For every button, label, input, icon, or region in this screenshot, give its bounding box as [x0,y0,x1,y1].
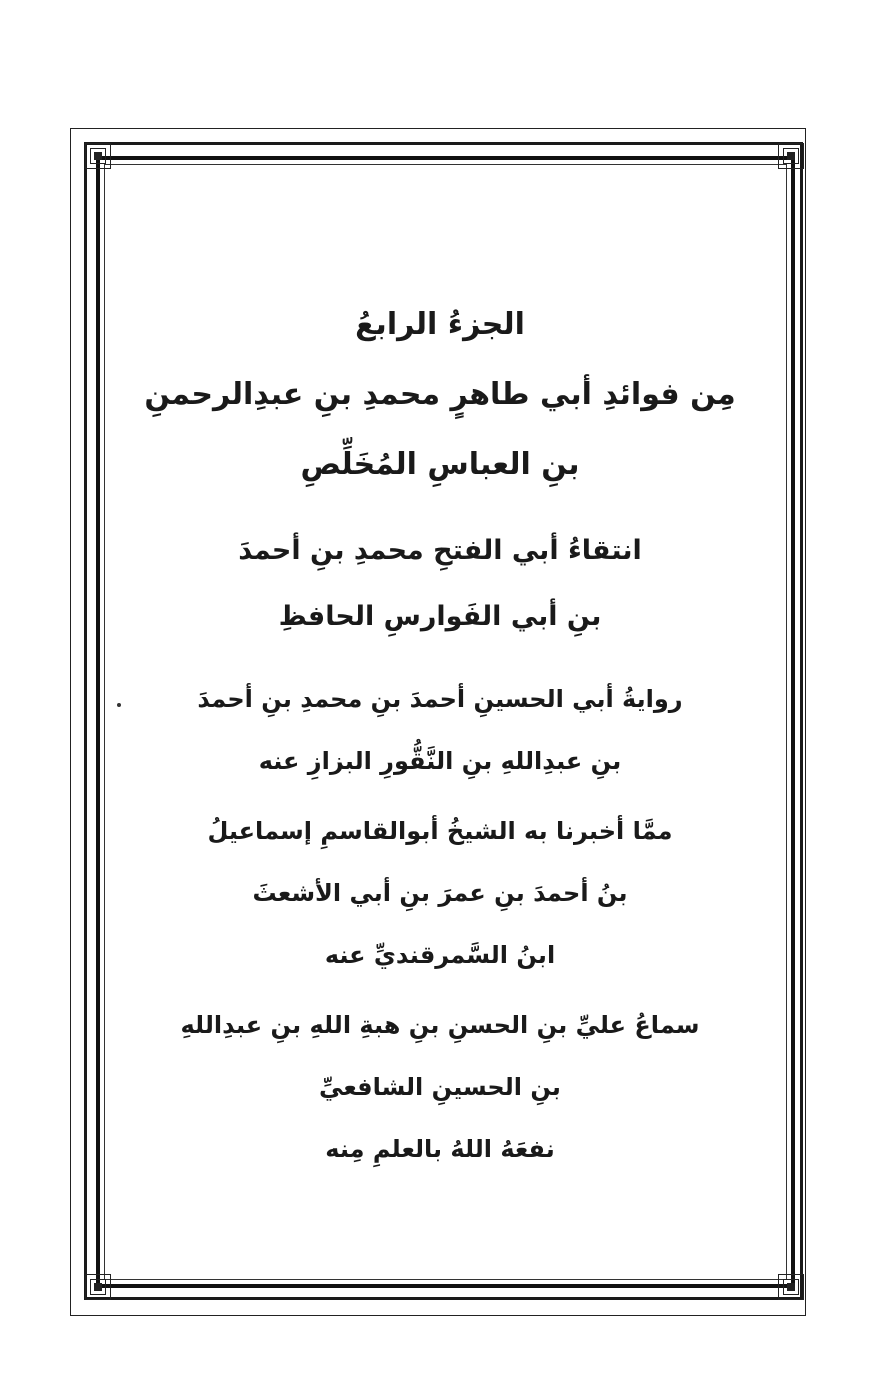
corner-ornament-top-right [778,143,804,169]
selection-line-1: انتقاءُ أبي الفتحِ محمدِ بنِ أحمدَ [238,535,642,566]
volume-title: الجزءُ الرابعُ [355,307,525,342]
work-title-line-2: بنِ العباسِ المُخَلِّصِ [300,447,580,482]
transmission-line-1: ممَّا أخبرنا به الشيخُ أبوالقاسمِ إسماعيلُ [207,817,673,845]
work-title-line-1: مِن فوائدِ أبي طاهرٍ محمدِ بنِ عبدِالرحمنِ [144,377,736,412]
title-page-text [120,290,760,1180]
selection-line-2: بنِ أبي الفَوارسِ الحافظِ [278,601,602,632]
corner-ornament-bottom-left [85,1274,111,1300]
audition-line-3: نفعَهُ اللهُ بالعلمِ مِنه [325,1135,555,1163]
corner-ornament-top-left [85,143,111,169]
transmission-line-2: بنُ أحمدَ بنِ عمرَ بنِ أبي الأشعثَ [252,879,628,907]
transmission-line-3: ابنُ السَّمرقنديِّ عنه [324,941,556,969]
corner-ornament-bottom-right [778,1274,804,1300]
narration-line-2: بنِ عبدِاللهِ بنِ النَّقُّورِ البزازِ عنه [258,747,622,775]
scan-speck [117,703,121,707]
audition-line-2: بنِ الحسينِ الشافعيِّ [319,1073,561,1101]
narration-line-1: روايةُ أبي الحسينِ أحمدَ بنِ محمدِ بنِ أحمدَ [197,685,683,713]
audition-line-1: سماعُ عليِّ بنِ الحسنِ بنِ هبةِ اللهِ بنِ عبدِاللهِ [180,1011,700,1039]
